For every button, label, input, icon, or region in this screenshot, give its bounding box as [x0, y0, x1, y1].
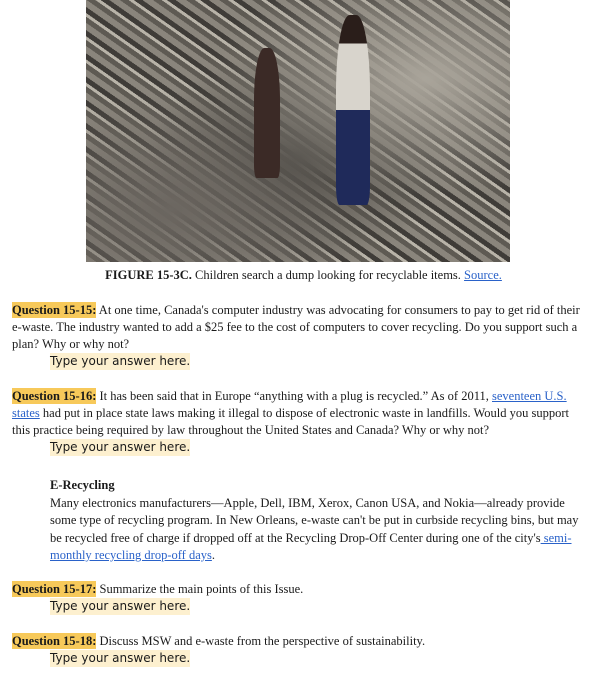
section-end: .: [211, 548, 216, 562]
question-label: Question 15-16:: [12, 389, 97, 403]
question-label: Question 15-15:: [12, 303, 97, 317]
figure-photo-children-dump: [86, 0, 510, 262]
child-figure: [336, 15, 370, 205]
source-link[interactable]: Source.: [464, 268, 502, 282]
section-text: Many electronics manufacturers—Apple, Dell, IBM, Xerox, Canon USA, and Nokia—already provide some type of recycling program. In New Orleans, e-waste can't be put in curbside recycling bins, but may be recycled free of charge if dropped off at the Recycling Drop-Off Center during one of the city's: [50, 495, 579, 545]
question-text: Summarize the main points of this Issue.: [96, 582, 304, 596]
drop-off-days-link[interactable]: semi-monthly recycling drop-off days: [50, 530, 572, 562]
question-text: It has been said that in Europe “anything with a plug is recycled.” As of 2011,: [96, 389, 492, 403]
answer-field[interactable]: Type your answer here.: [50, 354, 191, 368]
question-text-cont: had put in place state laws making it illegal to dispose of electronic waste in landfills. Would you support this practice being required by law throughout the United States and Canada? Why or why not?: [12, 406, 569, 437]
answer-field[interactable]: Type your answer here.: [50, 651, 191, 665]
question-text: Discuss MSW and e-waste from the perspective of sustainability.: [96, 634, 426, 648]
child-figure: [254, 48, 280, 178]
e-recycling-section: [50, 477, 580, 565]
answer-field[interactable]: Type your answer here.: [50, 599, 191, 613]
question-text: At one time, Canada's computer industry was advocating for consumers to pay to get rid of their e-waste. The industry wanted to add a $25 fee to the cost of computers to cover recycling. Do you support such a plan? Why or why not?: [12, 303, 580, 351]
question-15-18: [12, 633, 584, 667]
answer-field[interactable]: Type your answer here.: [50, 440, 191, 454]
figure-caption: [0, 268, 607, 283]
question-label: Question 15-17:: [12, 582, 97, 596]
caption-text: Children search a dump looking for recyclable items.: [191, 268, 465, 282]
question-label: Question 15-18:: [12, 634, 97, 648]
figure-label: FIGURE 15-3C.: [105, 268, 192, 282]
question-15-15: [12, 302, 584, 370]
question-15-16: [12, 388, 584, 456]
question-15-17: [12, 581, 584, 615]
section-heading: E-Recycling: [50, 478, 115, 492]
seventeen-states-link[interactable]: seventeen U.S. states: [12, 389, 567, 420]
